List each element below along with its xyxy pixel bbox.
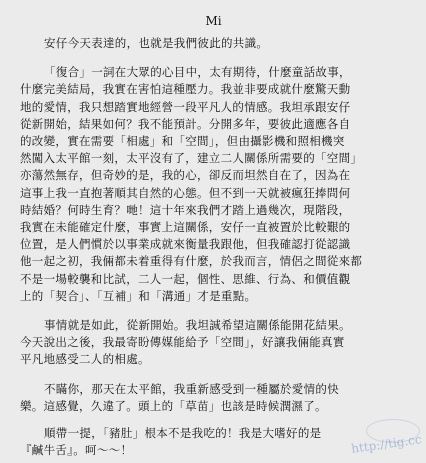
text-line: 什麼完美結局，我實在害怕這種壓力。我並非要成就什麼驚天動: [20, 82, 351, 97]
text-line: 從新開始，結果如何？我不能預計。分開多年，要彼此適應各自: [20, 116, 351, 131]
text-line: 今天說出之後，我最寄盼傳媒能給予「空間」，好讓我倆能真實: [20, 335, 345, 350]
text-line: 『鹹牛舌』。呵～～！: [20, 443, 133, 458]
paragraph-5: [20, 425, 407, 459]
paragraph-3: [20, 317, 407, 369]
paragraph-2: [20, 64, 407, 305]
text-line: 不瞞你，那天在太平館，我重新感受到一種屬於愛情的快: [44, 381, 339, 396]
text-line: 順帶一提，「豬肚」根本不是我吃的！我是大嗜好的是: [44, 426, 322, 441]
paragraph-4: [20, 381, 407, 415]
text-line: 我實在未能確定什麼，事實上這關係，安仔一直被置於比較艱的: [20, 220, 351, 235]
text-line: 時結婚？何時生育？哋！這十年來我們才踏上過幾次，現階段，: [20, 202, 351, 217]
document-title: Mi: [205, 14, 222, 28]
text-line: 這事上我一直抱著順其自然的心態。但不到一天就被瘋狂捧問何: [20, 185, 351, 200]
text-line: 位置，是人們慣於以事業成就來衡量我跟他，但我確認打從認識: [20, 237, 351, 252]
text-line: 他一起之初，我倆都未着重得有什麼，於我而言，情侶之間從來都: [20, 254, 363, 269]
text-line: 的改變，實在需要「相處」和「空間」，但由攝影機和照相機突: [20, 134, 345, 149]
text-line: 平凡地感受二人的相處。: [20, 352, 150, 367]
text-line: 不是一場較襲和比試，二人一起，個性、思維、行為、和價值觀: [20, 271, 351, 286]
text-line: 然闖入太平館一刻，太平沒有了，建立二人關係所需要的「空間」: [20, 151, 363, 166]
watermark-text: http://tig.cc: [350, 432, 423, 456]
text-line: 「復合」一詞在大眾的心目中，太有期待，什麼童話故事，: [44, 65, 351, 80]
text-line: 亦蕩然無存，但奇妙的是，我的心，卻反而坦然自在了，因為在: [20, 168, 351, 183]
text-line: 事情就是如此，從新開始。我坦誠希望這關係能開花結果。: [44, 318, 351, 333]
text-line: 上的「契合」、「互補」和「溝通」才是重點。: [20, 288, 257, 303]
text-line: 地的愛情，我只想踏實地經營一段平凡人的情感。我坦承跟安仔: [20, 99, 351, 114]
paragraph-1: [20, 35, 407, 52]
text-line: 樂。這感覺，久違了。頭上的「草苗」也該是時候潤濕了。: [20, 398, 327, 413]
text-line: 安仔今天表達的，也就是我們彼此的共識。: [44, 36, 269, 50]
